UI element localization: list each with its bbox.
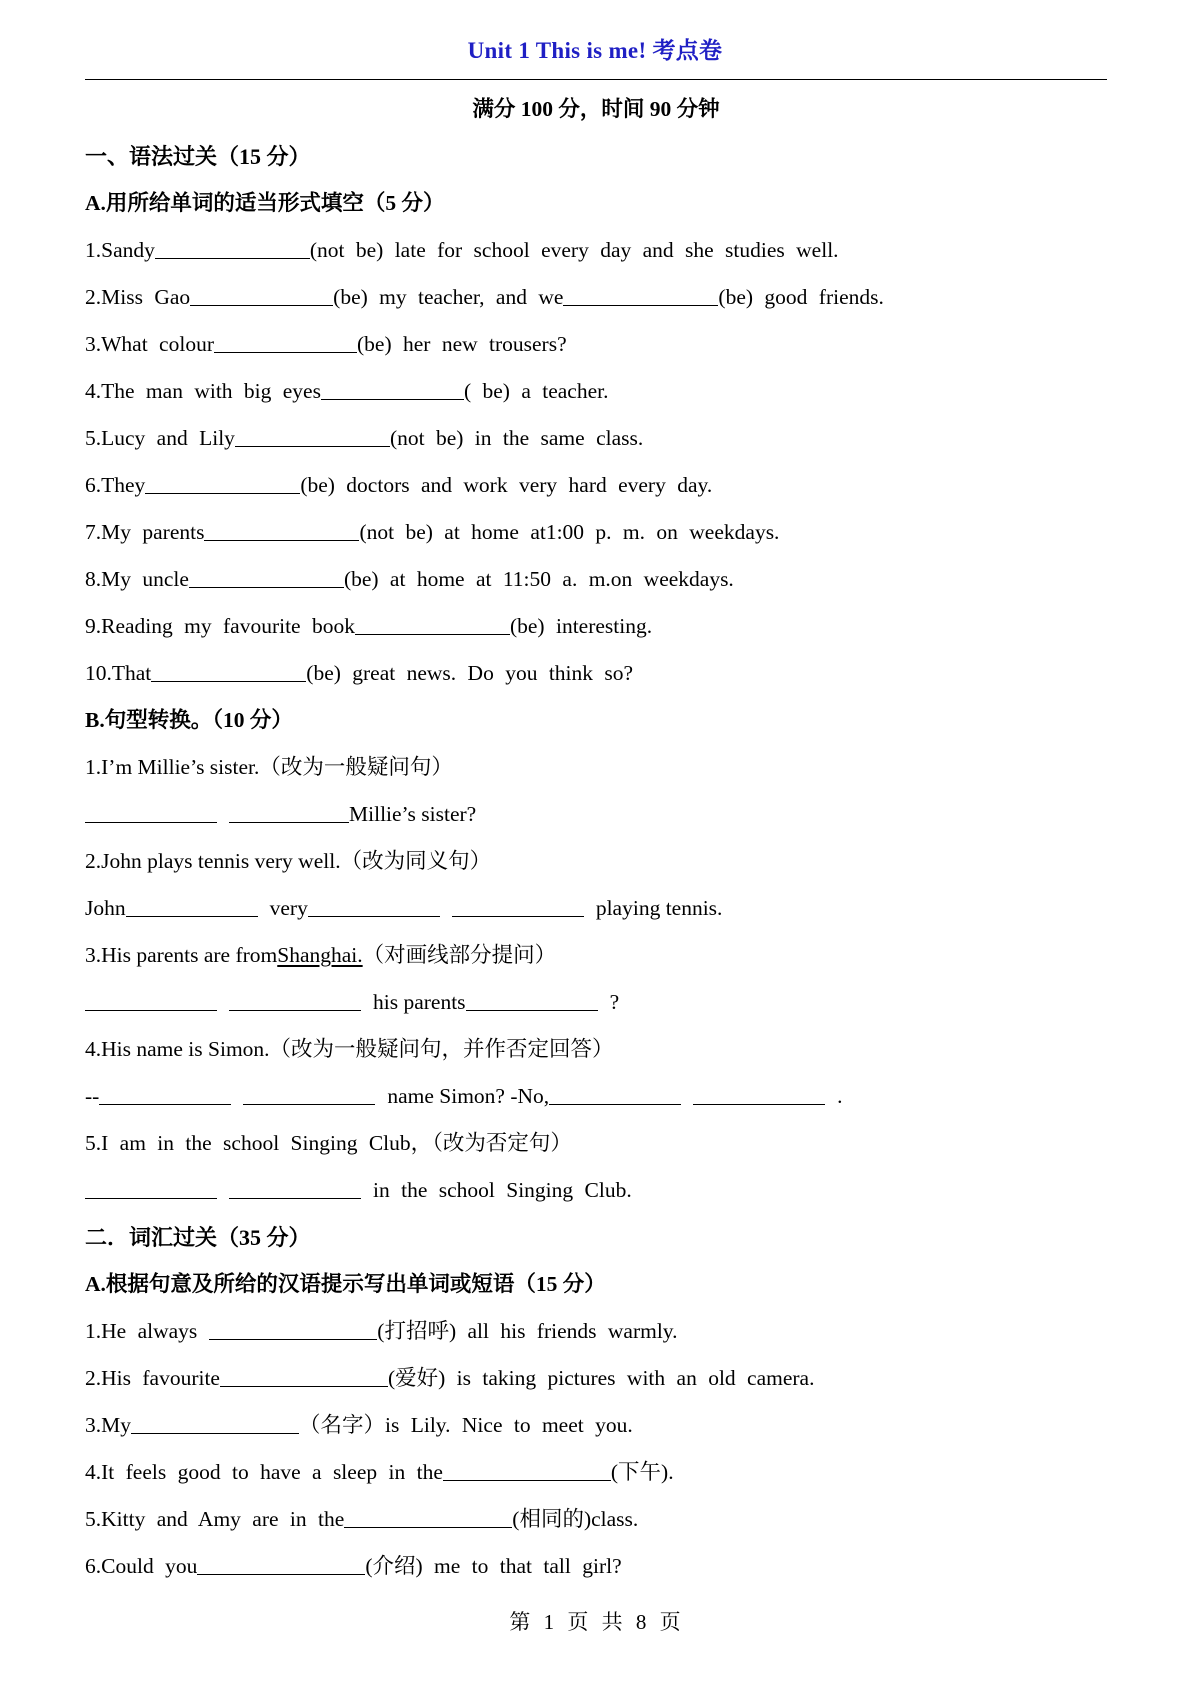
question-text: 3.What colour: [85, 332, 214, 356]
question-a4: [85, 368, 1107, 415]
answer-blank[interactable]: [344, 1507, 512, 1528]
question-a9: [85, 603, 1107, 650]
answer-blank[interactable]: [229, 802, 349, 823]
answer-blank[interactable]: [693, 1084, 825, 1105]
question-text: 9.Reading my favourite book: [85, 614, 355, 638]
underlined-phrase: Shanghai.: [277, 943, 363, 967]
header-divider: [85, 79, 1107, 80]
question-text: 4.The man with big eyes: [85, 379, 321, 403]
question-c4: [85, 1449, 1107, 1496]
answer-blank[interactable]: [131, 1413, 299, 1434]
question-text: (介绍) me to that tall girl?: [365, 1554, 622, 1578]
question-text: 6.They: [85, 473, 146, 497]
question-text: Millie’s sister?: [349, 802, 477, 826]
question-text: (be) interesting.: [509, 614, 653, 638]
question-b3-answer: [85, 979, 1107, 1026]
answer-blank[interactable]: [466, 990, 598, 1011]
answer-blank[interactable]: [355, 614, 510, 635]
answer-blank[interactable]: [220, 1366, 388, 1387]
question-b5-answer: [85, 1167, 1107, 1214]
question-text: 7.My parents: [85, 520, 205, 544]
answer-blank[interactable]: [209, 1319, 377, 1340]
answer-blank[interactable]: [235, 426, 390, 447]
answer-blank[interactable]: [229, 990, 361, 1011]
question-text: （名字）is Lily. Nice to meet you.: [299, 1413, 633, 1437]
header-title: Unit 1 This is me! 考点卷: [467, 38, 723, 63]
question-c2: [85, 1355, 1107, 1402]
question-b4-prompt: 4.His name is Simon.（改为一般疑问句，并作否定回答）: [85, 1037, 614, 1061]
question-b2-prompt: 2.John plays tennis very well.（改为同义句）: [85, 849, 492, 873]
question-text: (be) at home at 11:50 a. m.on weekdays.: [343, 567, 734, 591]
question-text: (be) my teacher, and we: [333, 285, 564, 309]
question-text: --: [85, 1084, 100, 1108]
answer-blank[interactable]: [214, 332, 357, 353]
question-text: 10.That: [85, 661, 152, 685]
question-text: (not be) in the same class.: [389, 426, 644, 450]
question-text: John: [85, 896, 126, 920]
question-b1-answer: [85, 791, 1107, 838]
question-text: 1.Sandy: [85, 238, 155, 262]
question-text: 1.He always: [85, 1319, 198, 1343]
question-a2: [85, 274, 1107, 321]
question-text: (爱好) is taking pictures with an old camera.: [387, 1366, 815, 1390]
question-a8: [85, 556, 1107, 603]
answer-blank[interactable]: [145, 473, 300, 494]
answer-blank[interactable]: [151, 661, 306, 682]
answer-blank[interactable]: [563, 285, 718, 306]
question-text: (下午).: [610, 1460, 674, 1484]
answer-blank[interactable]: [126, 896, 258, 917]
question-text: (打招呼) all his friends warmly.: [377, 1319, 678, 1343]
question-text: (相同的)class.: [512, 1507, 639, 1531]
part2-heading: 二．词汇过关（35 分）: [85, 1225, 311, 1250]
answer-blank[interactable]: [155, 238, 310, 259]
answer-blank[interactable]: [204, 520, 359, 541]
question-c5: [85, 1496, 1107, 1543]
question-text: (be) great news. Do you think so?: [306, 661, 634, 685]
answer-blank[interactable]: [308, 896, 440, 917]
question-text: .: [837, 1084, 843, 1108]
question-text: name Simon? -No,: [387, 1084, 550, 1108]
question-text: in the school Singing Club.: [373, 1178, 632, 1202]
answer-blank[interactable]: [243, 1084, 375, 1105]
question-text: (be) good friends.: [718, 285, 884, 309]
question-text: 6.Could you: [85, 1554, 198, 1578]
answer-blank[interactable]: [549, 1084, 681, 1105]
answer-blank[interactable]: [189, 567, 344, 588]
question-c3: [85, 1402, 1107, 1449]
question-text: (be) doctors and work very hard every day.: [300, 473, 713, 497]
answer-blank[interactable]: [321, 379, 464, 400]
score-time-line: 满分 100 分，时间 90 分钟: [472, 97, 720, 121]
question-c1: [85, 1308, 1107, 1355]
question-a5: [85, 415, 1107, 462]
part2-sectionA-heading: A.根据句意及所给的汉语提示写出单词或短语（15 分）: [85, 1272, 606, 1296]
answer-blank[interactable]: [197, 1554, 365, 1575]
answer-blank[interactable]: [443, 1460, 611, 1481]
question-a3: [85, 321, 1107, 368]
question-a7: [85, 509, 1107, 556]
question-b5-prompt: 5.I am in the school Singing Club，（改为否定句）: [85, 1131, 572, 1155]
question-text: (not be) late for school every day and she studies well.: [309, 238, 839, 262]
question-text: (be) her new trousers?: [357, 332, 567, 356]
answer-blank[interactable]: [85, 1178, 217, 1199]
question-text: 5.Kitty and Amy are in the: [85, 1507, 345, 1531]
question-a10: [85, 650, 1107, 697]
question-b2-answer: [85, 885, 1107, 932]
part1-heading: 一、语法过关（15 分）: [85, 144, 311, 169]
answer-blank[interactable]: [85, 802, 217, 823]
question-text: 2.Miss Gao: [85, 285, 191, 309]
question-text: his parents: [373, 990, 466, 1014]
question-text: 3.His parents are from: [85, 943, 278, 967]
question-text: （对画线部分提问）: [362, 943, 557, 967]
answer-blank[interactable]: [85, 990, 217, 1011]
question-a6: [85, 462, 1107, 509]
question-b4-answer: [85, 1073, 1107, 1120]
answer-blank[interactable]: [190, 285, 333, 306]
question-b3-prompt: [85, 932, 1107, 979]
answer-blank[interactable]: [452, 896, 584, 917]
answer-blank[interactable]: [229, 1178, 361, 1199]
question-b1-prompt: 1.I’m Millie’s sister.（改为一般疑问句）: [85, 755, 453, 779]
question-text: 5.Lucy and Lily: [85, 426, 235, 450]
question-text: ?: [609, 990, 620, 1014]
part1-sectionA-heading: A.用所给单词的适当形式填空（5 分）: [85, 191, 445, 215]
question-text: 3.My: [85, 1413, 131, 1437]
question-c6: [85, 1543, 1107, 1590]
part1-sectionB-heading: B.句型转换。（10 分）: [85, 708, 293, 732]
worksheet-content: [85, 86, 1107, 1590]
question-text: 8.My uncle: [85, 567, 189, 591]
question-text: 4.It feels good to have a sleep in the: [85, 1460, 443, 1484]
page-number-footer: 第 1 页 共 8 页: [509, 1610, 681, 1634]
question-text: (not be) at home at1:00 p. m. on weekdays.: [359, 520, 780, 544]
question-text: playing tennis.: [595, 896, 723, 920]
question-text: very: [269, 896, 308, 920]
question-a1: [85, 227, 1107, 274]
answer-blank[interactable]: [99, 1084, 231, 1105]
question-text: ( be) a teacher.: [463, 379, 609, 403]
question-text: 2.His favourite: [85, 1366, 220, 1390]
